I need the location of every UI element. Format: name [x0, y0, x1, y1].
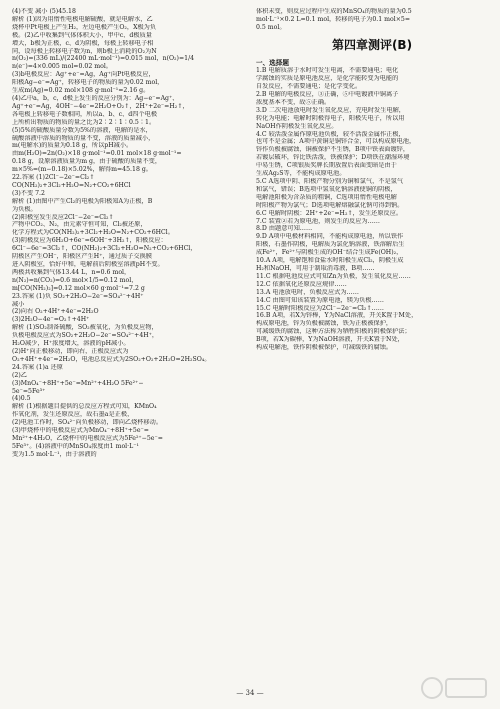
text-line: n(N₂)=n(CO₂)=0.6 mol×1/5=0.12 mol， [12, 276, 138, 284]
text-line: 硫酸溶液中溶质的物质的量不变，溶液的质量减小， [12, 134, 155, 142]
text-line: 解析 (1)SO₂制备硫酸，SO₂被氧化，为负极反应物， [12, 324, 158, 332]
text-line: 16.B A项，若X为锌棒，Y为NaCl溶液，开关K置于M处， [256, 312, 418, 320]
text-line: (2)阳极室发生反应2Cl⁻−2e⁻=Cl₂↑ [12, 213, 114, 221]
text-line: (4)0.5 [12, 395, 31, 403]
text-line: (2)电池工作时，SO₄²⁻向负极移动，即向乙烧杯移动。 [12, 419, 163, 427]
text-line: 由m(H₂O)=2n(O₂)×18 g·mol⁻¹=0.01 mol×18 g·mol⁻¹= [12, 150, 182, 158]
text-line: 增大，b极为正极，c、d为阴极，每极上转移电子相 [12, 39, 154, 47]
text-line: 4.C 较活泼金属作原电池负极，较不活泼金属作正极， [256, 130, 405, 138]
text-line: 3.D 二次电池放电时发生氧化反应，充电时发生电解， [256, 106, 405, 114]
text-line: n(O₂)=(336 mL)/(22400 mL·mol⁻¹)=0.015 mol，n(O₂)=1/4 [12, 55, 195, 63]
text-line: NaOH作阴极发生氧化反应。 [256, 122, 338, 130]
text-line: 为负极。 [12, 205, 37, 213]
text-line: (3)MnO₄⁻+8H⁺+5e⁻=Mn²⁺+4H₂O 5Fe²⁺− [12, 379, 144, 387]
text-line: 1.B 电解质溶于水时可发生电离，不需要通电；电化 [256, 67, 399, 75]
text-line: 电解池阳极为含杂质的粗铜，C选项用惰性电极电解 [256, 193, 397, 201]
text-line: 中易生锈，C项银质奖牌长期放置后表面变暗是由于 [256, 162, 397, 170]
text-line: 10.A A项，电解饱和食盐水时阳极生成Cl₂，阴极生成 [256, 257, 404, 265]
text-line: 8.D 由题意可知…… [256, 225, 313, 233]
text-line: Ag⁺+e⁻=Ag，4OH⁻−4e⁻=2H₂O+O₂↑，2H⁺+2e⁻=H₂↑， [12, 102, 189, 110]
text-line: 7.C 装置②若为原电池，则发生的反应为…… [256, 217, 380, 225]
text-line: (2)乙 [12, 371, 27, 379]
text-line: 锌作负极被腐蚀，铜被保护不生锈，B项中铁表面镀锌， [256, 146, 410, 154]
text-line: 和氯气，错误；B选项中氢氧化钠溶液使铜的阴极， [256, 185, 397, 193]
text-line: 烧杯中Pt电极上产生H₂，左边电极产生O₂，X极为负 [12, 23, 157, 31]
text-line: (5)5%的硫酸质量分数为5%的溶液，电解的是水， [12, 126, 152, 134]
text-line: 时阳极产物为氯气；D选项电解熔融氯化钠可得到钠。 [256, 201, 404, 209]
text-line: 生成Ag₂S等，不能构成原电池。 [256, 170, 346, 178]
text-line: 9.D A项中电极材料相同，不能构成原电池，所以铁作 [256, 233, 404, 241]
text-line: m[CO(NH₂)₂]=0.12 mol×60 g·mol⁻¹=7.2 g [12, 284, 145, 292]
text-line: (3)不变 7.2 [12, 189, 45, 197]
text-line: (2)向右 O₂+4H⁺+4e⁻=2H₂O [12, 308, 99, 316]
text-line: (2)H⁺向正极移动，即向右，正极反应式为 [12, 347, 129, 355]
text-line: 转化为电能；电解时阴极得电子，阳极失电子，所以用 [256, 114, 405, 122]
text-line: mol·L⁻¹×0.2 L=0.1 mol，转移的电子为0.1 mol×5= [256, 15, 411, 23]
text-line: H₂O减少，H⁺浓度增大，溶液的pH减小。 [12, 340, 130, 348]
text-line: n(e⁻)=4×0.005 mol=0.02 mol。 [12, 63, 112, 71]
text-line: 构成电解池，铁作阴极被保护，可减缓铁的腐蚀。 [256, 344, 393, 352]
text-line: 自发反应，不需要通电；是化学变化。 [256, 83, 362, 91]
page-number: — 34 — [236, 689, 264, 697]
text-line: 13.A 电池放电时，负极反应式为…… [256, 288, 359, 296]
text-line: 11.C 根据电池反应式可知Zn为负极，发生氧化反应…… [256, 272, 411, 280]
left-column [12, 8, 244, 683]
text-line: H₂和NaOH，可用于制取消毒液，B项…… [256, 264, 375, 272]
text-line: 2.B 电解的电极反应，③正确，⑤中电镀液中铜离子 [256, 91, 399, 99]
text-line: 5Fe³⁺。(4)溶液中的MnSO₄浓度由1 mol·L⁻¹ [12, 442, 139, 450]
text-line: 成Fe²⁺，Fe²⁺与阴极生成的OH⁻结合生成Fe(OH)₂， [256, 249, 403, 257]
section-heading: 一、选择题 [256, 58, 289, 67]
text-line: (3)阴极反应为6H₂O+6e⁻=6OH⁻+3H₂↑，阳极反应： [12, 237, 167, 245]
text-line: (3)甲烧杯中的电极反应式为MnO₄⁻+8H⁺+5e⁻= [12, 427, 149, 435]
text-line: 若镀层破坏，锌比铁活泼，铁被保护；D项铁在潮湿环境 [256, 154, 410, 162]
text-line: 15.C 电解时阳极反应为2Cl⁻−2e⁻=Cl₂↑…… [256, 304, 384, 312]
text-line: 学腐蚀的实质是原电池反应，是化学能转变为电能的 [256, 75, 399, 83]
text-line: 化学方程式为CO(NH₂)₂+3Cl₂+H₂O=N₂+CO₂+6HCl。 [12, 229, 174, 237]
text-line: 阳极，石墨作阴极，电解质为氯化钠溶液，铁溶解后生 [256, 241, 405, 249]
text-line: (4)不变 减小 (5)45.18 [12, 8, 76, 15]
text-line: Mn²⁺+4H₂O，乙烧杯中的电极反应式为5Fe²⁺−5e⁻= [12, 434, 163, 442]
text-line: 浓度基本不变，故⑤正确。 [256, 98, 331, 106]
text-line: 也可不是金属；A项中黄铜是铜锌合金，可以构成原电池， [256, 138, 416, 146]
text-line: 两极共收集到气体13.44 L，n=0.6 mol， [12, 268, 131, 276]
text-line: 阴极区产生OH⁻，阳极区产生H⁺，通过质子交换膜 [12, 253, 152, 261]
text-line: m×5%=(m−0.18)×5.02%，解得m=45.18 g。 [12, 166, 152, 174]
text-line: 5e⁻=5Fe³⁺ [12, 387, 46, 395]
right-column [256, 8, 488, 683]
text-line: 同，设每极上转移电子数为n，则b极上消耗的O₂为N [12, 47, 157, 55]
text-line: 产物中CO₂、N₂，由元素守恒可知，Cl₂被还原， [12, 221, 147, 229]
text-line: 22.答案 (1)2Cl⁻−2e⁻=Cl₂↑ [12, 174, 95, 182]
text-line: (3)b电极反应：Ag⁺+e⁻=Ag，Ag⁺向Pt电极反应， [12, 71, 155, 79]
text-line: 变为1.5 mol·L⁻¹，由于溶液的 [12, 450, 97, 458]
text-line: 上所析出物质的物质的量之比为2∶2∶1∶0.5∶1。 [12, 118, 156, 126]
text-line: 24.答案 (1)a 还原 [12, 363, 63, 371]
text-line: 12.C 依据氧化还原反应规律…… [256, 280, 347, 288]
right-column-answers [256, 67, 488, 352]
text-line: 0.18 g，设原溶液质量为m g，由于硫酸的质量不变， [12, 158, 162, 166]
text-line: 进入阴极室，恰好中和，电解前后阴极室溶液pH不变。 [12, 261, 164, 268]
text-line: CO(NH₂)₂+3Cl₂+H₂O=N₂+CO₂+6HCl [12, 181, 131, 189]
text-line: (3)2H₂O−4e⁻=O₂↑+4H⁺ [12, 316, 90, 324]
text-line: 各电极上转移电子数相同，所以a、b、c、d四个电极 [12, 110, 158, 118]
text-line: 极。(2)乙中收集到气体体积大小，甲中c、d极质量 [12, 31, 152, 39]
text-line: 14.C 由图可知该装置为原电池，镁为负极…… [256, 296, 384, 304]
text-line: 构成原电池，锌为负极被腐蚀，铁为正极被保护， [256, 320, 393, 328]
text-line: 生成m(Ag)=0.02 mol×108 g·mol⁻¹=2.16 g。 [12, 87, 150, 95]
text-line: 5.C A选项中阴、阳极产物分别为铜和氯气，不是氢气 [256, 178, 404, 185]
text-line: 负极电极反应式为SO₂+2H₂O−2e⁻=SO₄²⁻+4H⁺， [12, 332, 159, 340]
text-line: 0.5 mol。 [256, 23, 286, 31]
text-line: 解析 (1)由图中产生Cl₂的电极为阳极知A为正极，B [12, 197, 153, 205]
text-line: m(电解水)的质量为0.18 g，所以pH减小。 [12, 142, 133, 150]
text-line: 6Cl⁻−6e⁻=3Cl₂↑，CO(NH₂)₂+3Cl₂+H₂O=N₂+CO₂+6HCl， [12, 245, 197, 253]
text-line: 体积未变，则反应过程中生成的MnSO₄的物质的量为0.5 [256, 8, 412, 15]
text-line: 解析 (1)根据题目提供的总反应方程式可知，KMnO₄ [12, 403, 157, 411]
text-line: B项，若X为碳棒，Y为NaOH溶液，开关K置于N处， [256, 336, 404, 344]
text-line: 解析 (1)因为用惰性电极电解硫酸，就是电解水，乙 [12, 15, 153, 23]
text-line: 阳极Ag−e⁻=Ag⁺，转移电子的物质的量为0.02 mol， [12, 79, 164, 87]
right-column-continuation [256, 8, 488, 32]
chapter-title: 第四章测评(B) [331, 37, 413, 52]
text-line: 可减缓铁的腐蚀，这种方法称为牺牲阳极的阴极保护法； [256, 328, 411, 336]
watermark-logo [420, 673, 492, 703]
text-line: 6.C 电解时阴极：2H⁺+2e⁻=H₂↑，发生还原反应。 [256, 209, 403, 217]
text-line: 23.答案 (1)负 SO₂+2H₂O−2e⁻=SO₄²⁻+4H⁺ [12, 292, 144, 300]
text-line: O₂+4H⁺+4e⁻=2H₂O，电池总反应式为2SO₂+O₂+2H₂O=2H₂SO₄。 [12, 355, 211, 363]
text-line: (4)乙中a，b，c，d极上发生的反应分别为：Ag−e⁻=Ag⁺、 [12, 94, 179, 102]
text-line: 减小 [12, 300, 25, 308]
text-line: 作氧化剂，发生还原反应，故石墨a是正极， [12, 411, 134, 419]
